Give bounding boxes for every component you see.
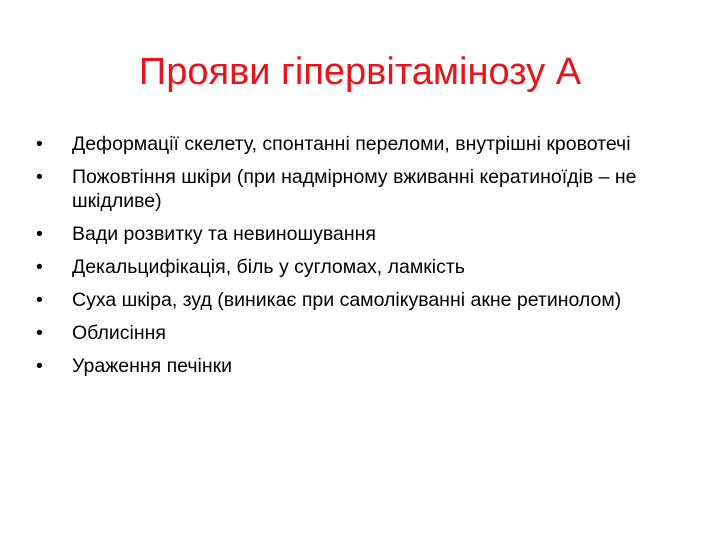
- bullet-item: [36, 354, 676, 378]
- bullet-item: [36, 132, 676, 156]
- bullet-dot-icon: •: [36, 133, 43, 155]
- bullet-text: Пожовтіння шкіри (при надмірному вживанні кератиноїдів – не шкідливе): [72, 166, 637, 212]
- bullet-text: Деформації скелету, спонтанні переломи, внутрішні кровотечі: [72, 133, 631, 155]
- bullet-list: [36, 132, 676, 387]
- bullet-dot-icon: •: [36, 355, 43, 377]
- bullet-text: Суха шкіра, зуд (виникає при самолікуванні акне ретинолом): [72, 289, 622, 311]
- bullet-text: Ураження печінки: [72, 355, 233, 377]
- bullet-item: [36, 255, 676, 279]
- bullet-item: [36, 222, 676, 246]
- bullet-item: [36, 288, 676, 312]
- bullet-dot-icon: •: [36, 223, 43, 245]
- bullet-item: [36, 165, 676, 213]
- bullet-text: Облисіння: [72, 322, 166, 344]
- bullet-item: [36, 321, 676, 345]
- bullet-text: Декальцифікація, біль у сугломах, ламкість: [72, 256, 465, 278]
- bullet-dot-icon: •: [36, 166, 43, 188]
- bullet-dot-icon: •: [36, 322, 43, 344]
- bullet-dot-icon: •: [36, 289, 43, 311]
- slide-title: Прояви гіпервітамінозу А: [138, 51, 582, 93]
- bullet-dot-icon: •: [36, 256, 43, 278]
- bullet-text: Вади розвитку та невиношування: [72, 223, 376, 245]
